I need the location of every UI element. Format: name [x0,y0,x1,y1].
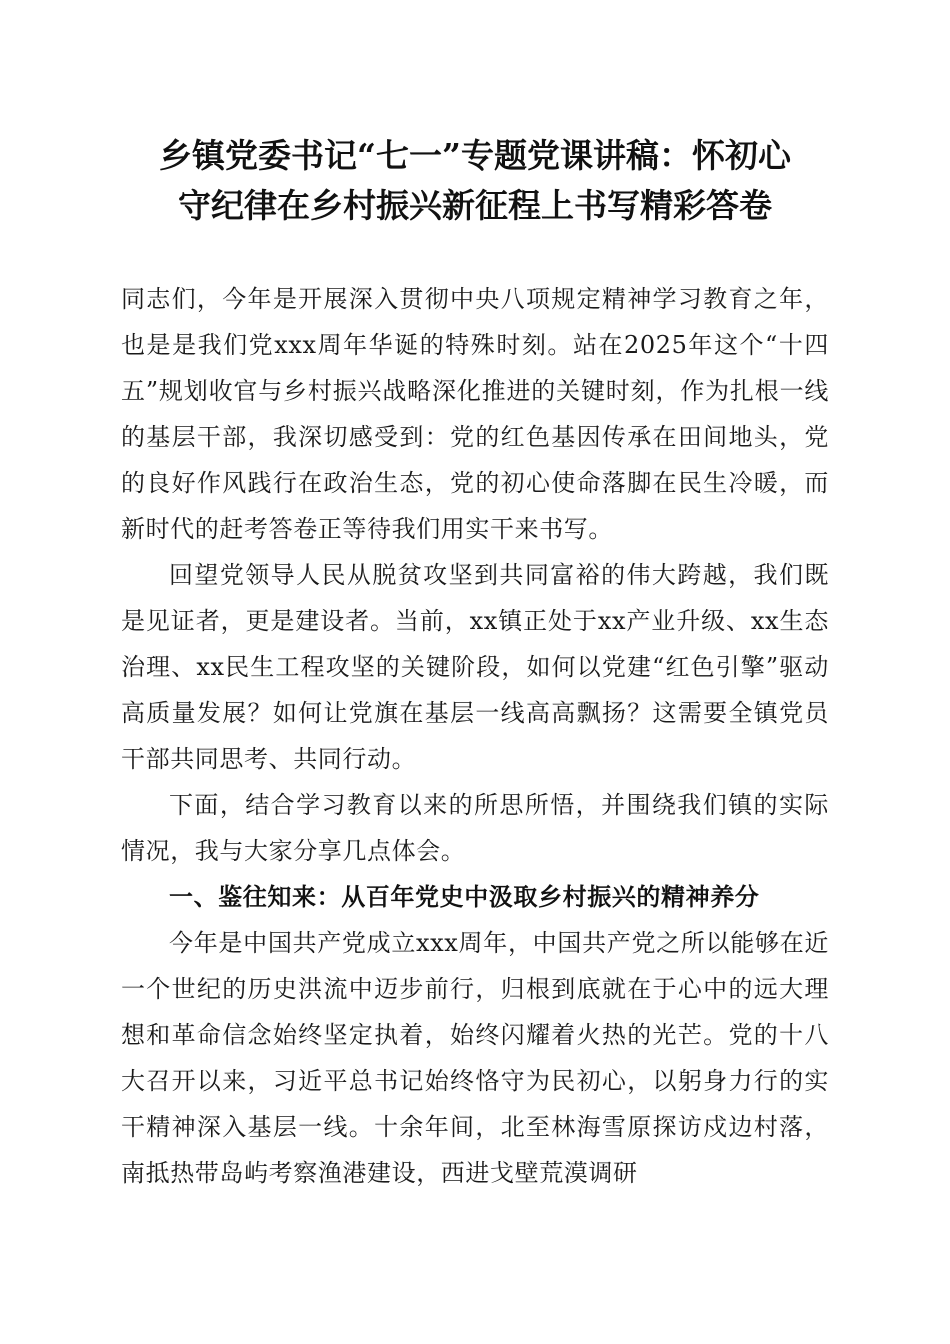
section-heading-1: 一、鉴往知来：从百年党史中汲取乡村振兴的精神养分 [169,883,760,911]
paragraph-2: 回望党领导人民从脱贫攻坚到共同富裕的伟大跨越，我们既是见证者，更是建设者。当前，xx镇正处于xx产业升级、xx生态治理、xx民生工程攻坚的关键阶段，如何以党建“红色引擎”驱动高质量发展？如何让党旗在基层一线高高飘扬？这需要全镇党员干部共同思考、共同行动。 [121,561,829,773]
document-body [121,276,829,1196]
section-1-paragraph-1: 今年是中国共产党成立xxx周年，中国共产党之所以能够在近一个世纪的历史洪流中迈步前行，归根到底就在于心中的远大理想和革命信念始终坚定执着，始终闪耀着火热的光芒。党的十八大召开以来，习近平总书记始终恪守为民初心，以躬身力行的实干精神深入基层一线。十余年间，北至林海雪原探访戍边村落，南抵热带岛屿考察渔港建设，西进戈壁荒漠调研 [121,929,829,1187]
paragraph-3: 下面，结合学习教育以来的所思所悟，并围绕我们镇的实际情况，我与大家分享几点体会。 [121,791,829,865]
paragraph-1: 同志们，今年是开展深入贯彻中央八项规定精神学习教育之年，也是是我们党xxx周年华诞的特殊时刻。站在2025年这个“十四五”规划收官与乡村振兴战略深化推进的关键时刻，作为扎根一线的基层干部，我深切感受到：党的红色基因传承在田间地头，党的良好作风践行在政治生态，党的初心使命落脚在民生冷暖，而新时代的赶考答卷正等待我们用实干来书写。 [121,285,829,543]
document-title-line-1: 乡镇党委书记“七一”专题党课讲稿：怀初心 [159,136,791,175]
document-title-line-2: 守纪律在乡村振兴新征程上书写精彩答卷 [178,186,772,225]
